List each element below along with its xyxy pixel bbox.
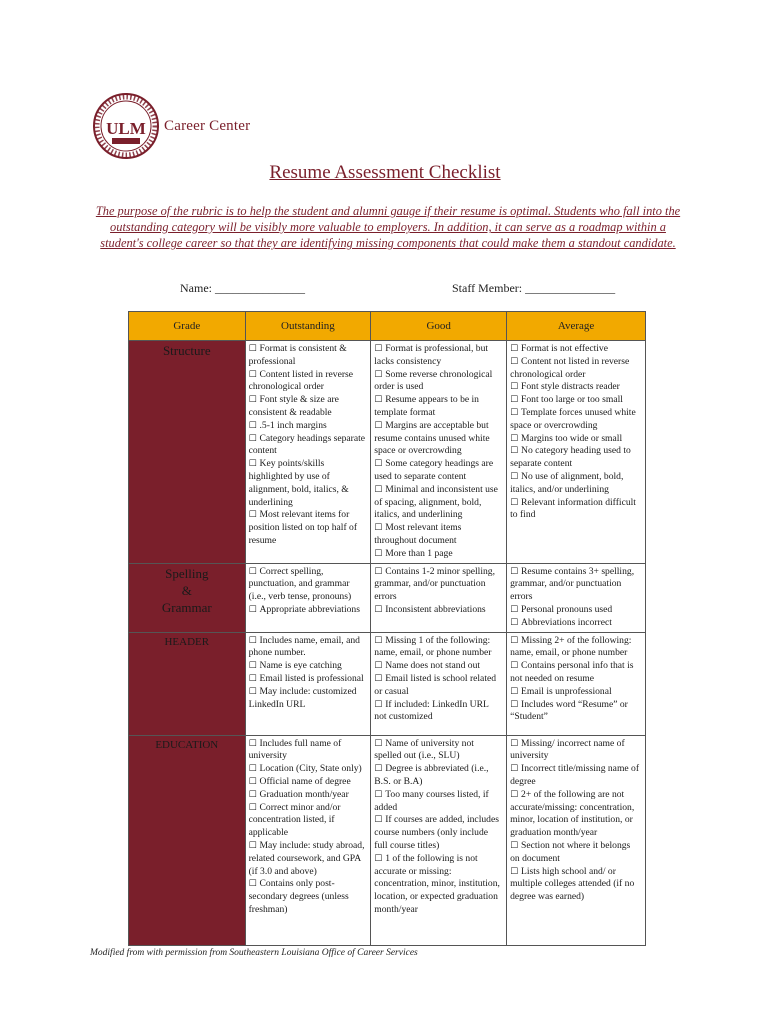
- checkbox-icon[interactable]: ☐: [374, 764, 386, 775]
- criterion-item: [374, 660, 503, 673]
- criterion-text: Margins are acceptable but resume contains unused white space or overcrowding: [374, 419, 490, 457]
- criterion-text: Includes word “Resume” or “Student”: [510, 698, 628, 723]
- criterion-text: Most relevant items for position listed on top half of resume: [248, 509, 358, 546]
- criterion-item: [510, 686, 642, 699]
- footer-credit: Modified from with permission from Southeastern Louisiana Office of Career Services: [90, 948, 418, 958]
- criterion-item: [374, 604, 503, 617]
- criterion-text: Correct spelling, punctuation, and grammar (i.e., verb tense, pronouns): [248, 565, 352, 603]
- criterion-text: Font too large or too small: [521, 394, 623, 406]
- checkbox-icon[interactable]: ☐: [510, 471, 522, 482]
- category-cell: [129, 632, 246, 735]
- criterion-item: [249, 763, 368, 776]
- criterion-text: Minimal and inconsistent use of spacing, alignment, bold, italics, and underlining: [374, 483, 498, 521]
- criterion-text: Most relevant items throughout document: [374, 522, 462, 546]
- criterion-text: 2+ of the following are not accurate/missing: concentration, minor, location of institution, or graduation month/year: [510, 788, 635, 839]
- header-average: Average: [507, 312, 646, 341]
- criterion-text: Missing 1 of the following: name, email, or phone number: [374, 634, 492, 659]
- criterion-item: [374, 420, 503, 458]
- criterion-item: [510, 407, 642, 433]
- criterion-item: [249, 604, 368, 617]
- criterion-text: No category heading used to separate content: [510, 445, 631, 470]
- criterion-item: [374, 548, 503, 561]
- checkbox-icon[interactable]: ☐: [248, 879, 260, 890]
- checkbox-icon[interactable]: ☐: [374, 738, 386, 749]
- checkbox-icon[interactable]: ☐: [248, 420, 260, 431]
- criterion-item: [510, 617, 642, 630]
- criterion-item: [249, 776, 368, 789]
- criterion-text: Name is eye catching: [259, 660, 342, 672]
- checkbox-icon[interactable]: ☐: [374, 369, 386, 380]
- checkbox-icon[interactable]: ☐: [374, 853, 386, 864]
- criterion-item: [374, 853, 503, 917]
- criterion-text: Graduation month/year: [259, 788, 349, 800]
- criterion-item: [249, 458, 368, 509]
- criterion-text: Format is not effective: [521, 343, 608, 354]
- criterion-text: Content listed in reverse chronological order: [248, 368, 354, 393]
- criterion-text: Official name of degree: [259, 775, 351, 787]
- criterion-item: [249, 394, 368, 420]
- header: [92, 92, 492, 168]
- criterion-item: [249, 420, 368, 433]
- criterion-text: Email is unprofessional: [521, 685, 612, 697]
- criteria-cell-average: [507, 632, 646, 735]
- criterion-text: Some category headings are used to separate content: [374, 458, 494, 482]
- criterion-item: [249, 369, 368, 395]
- criterion-text: No use of alignment, bold, italics, and/or underlining: [510, 470, 624, 495]
- checkbox-icon[interactable]: ☐: [374, 395, 386, 406]
- criteria-cell-average: [507, 735, 646, 945]
- criteria-cell-good: [371, 341, 507, 564]
- checkbox-icon[interactable]: ☐: [510, 617, 522, 628]
- criterion-item: [249, 635, 368, 661]
- checkbox-icon[interactable]: ☐: [248, 369, 260, 380]
- header-good: Good: [371, 312, 507, 341]
- checkbox-icon[interactable]: ☐: [510, 840, 522, 851]
- checkbox-icon[interactable]: ☐: [510, 497, 522, 508]
- checkbox-icon[interactable]: ☐: [510, 686, 522, 697]
- checkbox-icon[interactable]: ☐: [510, 635, 522, 646]
- checkbox-icon[interactable]: ☐: [510, 446, 522, 457]
- checkbox-icon[interactable]: ☐: [248, 344, 260, 354]
- criterion-text: Resume appears to be in template format: [374, 394, 479, 418]
- criterion-text: May include: customized LinkedIn URL: [248, 685, 357, 710]
- criterion-item: [510, 356, 642, 382]
- criteria-cell-average: [507, 341, 646, 564]
- criterion-text: Too many courses listed, if added: [374, 788, 489, 813]
- checkbox-icon[interactable]: ☐: [374, 699, 386, 710]
- criterion-item: [249, 566, 368, 604]
- checkbox-icon[interactable]: ☐: [248, 764, 260, 775]
- criterion-text: Name of university not spelled out (i.e., SLU): [374, 737, 474, 762]
- checkbox-icon[interactable]: ☐: [510, 433, 522, 444]
- checkbox-icon[interactable]: ☐: [374, 815, 386, 826]
- svg-text:ULM: ULM: [106, 119, 146, 138]
- criterion-item: [374, 763, 503, 789]
- criterion-text: Missing 2+ of the following: name, email, or phone number: [510, 634, 632, 659]
- criterion-item: [510, 343, 642, 356]
- criterion-item: [510, 604, 642, 617]
- criterion-item: [374, 484, 503, 522]
- criterion-text: Template forces unused white space or overcrowding: [510, 406, 636, 431]
- checkbox-icon[interactable]: ☐: [248, 802, 260, 813]
- brand-name: Career Center: [164, 118, 251, 134]
- checkbox-icon[interactable]: ☐: [248, 738, 260, 749]
- criterion-item: [249, 660, 368, 673]
- criterion-text: More than 1 page: [385, 547, 453, 559]
- checkbox-icon[interactable]: ☐: [248, 459, 260, 470]
- criterion-text: May include: study abroad, related coursework, and GPA (if 3.0 and above): [248, 839, 365, 877]
- criterion-item: [510, 445, 642, 471]
- checkbox-icon[interactable]: ☐: [248, 776, 260, 787]
- table-row: [129, 563, 646, 632]
- criterion-item: [374, 394, 503, 420]
- checkbox-icon[interactable]: ☐: [374, 344, 386, 354]
- checkbox-icon[interactable]: ☐: [374, 604, 386, 615]
- criterion-text: Contains only post-secondary degrees (unless freshman): [248, 878, 349, 915]
- checkbox-icon[interactable]: ☐: [510, 395, 522, 406]
- criterion-text: Section not where it belongs on document: [510, 839, 631, 864]
- criterion-item: [510, 394, 642, 407]
- criterion-text: Email listed is professional: [259, 672, 364, 684]
- checkbox-icon[interactable]: ☐: [374, 635, 386, 646]
- criterion-text: Key points/skills highlighted by use of alignment, bold, italics, & underlining: [248, 458, 349, 508]
- criterion-text: Format is consistent & professional: [248, 343, 347, 367]
- checkbox-icon[interactable]: ☐: [510, 344, 522, 354]
- criterion-text: Margins too wide or small: [521, 432, 623, 444]
- checkbox-icon[interactable]: ☐: [248, 395, 260, 406]
- criteria-cell-outstanding: [245, 735, 371, 945]
- criterion-text: Lists high school and/ or multiple colleges attended (if no degree was earned): [510, 865, 635, 903]
- purpose-statement: The purpose of the rubric is to help the student and alumni gauge if their resume is optimal. Students who fall into the outstanding category will be visibly more valuable to employers. In addition, it can serve as a roadmap within a student's college career so that they are identifying missing components that could make them a standout candidate.: [95, 204, 681, 251]
- criterion-text: Resume contains 3+ spelling, grammar, and/or punctuation errors: [510, 565, 635, 603]
- criterion-item: [249, 840, 368, 878]
- criteria-cell-average: [507, 563, 646, 632]
- criterion-item: [510, 497, 642, 523]
- criterion-item: [374, 635, 503, 661]
- criteria-cell-outstanding: [245, 341, 371, 564]
- category-label-line: &: [181, 582, 192, 598]
- criterion-text: Personal pronouns used: [521, 603, 613, 615]
- checkbox-icon[interactable]: ☐: [248, 433, 260, 444]
- criteria-cell-good: [371, 632, 507, 735]
- criterion-text: Font style & size are consistent & readable: [248, 394, 339, 418]
- criterion-item: [510, 840, 642, 866]
- table-header-row: [129, 312, 646, 341]
- checkbox-icon[interactable]: ☐: [374, 459, 386, 470]
- criterion-item: [374, 699, 503, 725]
- checkbox-icon[interactable]: ☐: [510, 738, 522, 749]
- checkbox-icon[interactable]: ☐: [510, 382, 522, 393]
- table-row: [129, 341, 646, 564]
- criterion-text: 1 of the following is not accurate or missing: concentration, minor, institution, location, or expected graduation month/year: [374, 852, 500, 915]
- criterion-text: Font style distracts reader: [521, 381, 620, 393]
- criterion-item: [249, 789, 368, 802]
- page-title: Resume Assessment Checklist: [269, 162, 501, 183]
- checkbox-icon[interactable]: ☐: [510, 789, 522, 800]
- criterion-text: Incorrect title/missing name of degree: [510, 763, 640, 787]
- checkbox-icon[interactable]: ☐: [248, 686, 260, 697]
- category-label-line: Spelling: [165, 565, 209, 581]
- criterion-text: Contains 1-2 minor spelling, grammar, and/or punctuation errors: [374, 565, 495, 603]
- criterion-text: Location (City, State only): [259, 763, 362, 775]
- category-label: Structure: [162, 343, 211, 358]
- checkbox-icon[interactable]: ☐: [248, 635, 260, 646]
- criterion-item: [374, 814, 503, 852]
- criterion-text: Content not listed in reverse chronological order: [510, 355, 630, 380]
- criterion-text: Includes full name of university: [248, 737, 342, 762]
- criterion-text: Inconsistent abbreviations: [385, 603, 486, 615]
- checkbox-icon[interactable]: ☐: [510, 604, 522, 615]
- criterion-text: Relevant information difficult to find: [510, 496, 636, 521]
- category-label: EDUCATION: [155, 738, 219, 751]
- checkbox-icon[interactable]: ☐: [248, 661, 260, 672]
- checkbox-icon[interactable]: ☐: [510, 566, 522, 577]
- criterion-text: Name does not stand out: [385, 660, 481, 672]
- criterion-text: Email listed is school related or casual: [374, 672, 497, 697]
- criterion-item: [510, 381, 642, 394]
- staff-member-field-label: Staff Member: _______________: [452, 281, 616, 295]
- criterion-text: If courses are added, includes course numbers (only include full course titles): [374, 814, 499, 851]
- criteria-cell-good: [371, 563, 507, 632]
- criterion-item: [249, 343, 368, 369]
- checkbox-icon[interactable]: ☐: [510, 699, 522, 710]
- criterion-text: Contains personal info that is not needed on resume: [510, 660, 634, 684]
- criterion-item: [510, 866, 642, 904]
- ulm-seal-logo: [92, 92, 160, 160]
- checkbox-icon[interactable]: ☐: [510, 356, 522, 367]
- category-label: HEADER: [164, 635, 210, 648]
- name-field-label: Name: _______________: [180, 281, 305, 295]
- criterion-text: If included: LinkedIn URL not customized: [374, 698, 489, 723]
- criterion-text: Correct minor and/or concentration listed, if applicable: [248, 801, 341, 839]
- criterion-item: [510, 699, 642, 725]
- checkbox-icon[interactable]: ☐: [248, 840, 260, 851]
- criterion-item: [249, 802, 368, 840]
- criterion-item: [374, 458, 503, 484]
- checkbox-icon[interactable]: ☐: [374, 523, 386, 534]
- criterion-item: [374, 522, 503, 548]
- checkbox-icon[interactable]: ☐: [510, 407, 522, 418]
- category-cell: [129, 563, 246, 632]
- checkbox-icon[interactable]: ☐: [374, 566, 386, 577]
- checkbox-icon[interactable]: ☐: [374, 484, 386, 495]
- criteria-cell-good: [371, 735, 507, 945]
- checkbox-icon[interactable]: ☐: [248, 673, 260, 684]
- table-row: [129, 632, 646, 735]
- criterion-item: [510, 660, 642, 686]
- table-row: [129, 735, 646, 945]
- criterion-item: [510, 433, 642, 446]
- criterion-text: Missing/ incorrect name of university: [510, 737, 625, 762]
- criterion-item: [249, 509, 368, 547]
- criteria-cell-outstanding: [245, 632, 371, 735]
- criterion-item: [249, 686, 368, 712]
- criterion-item: [249, 738, 368, 764]
- checkbox-icon[interactable]: ☐: [374, 661, 386, 672]
- criterion-text: Format is professional, but lacks consistency: [374, 343, 489, 367]
- header-grade: Grade: [129, 312, 246, 341]
- criterion-item: [510, 789, 642, 840]
- criterion-text: .5-1 inch margins: [259, 419, 327, 431]
- criterion-text: Abbreviations incorrect: [521, 616, 612, 628]
- checkbox-icon[interactable]: ☐: [248, 604, 260, 615]
- criterion-text: Degree is abbreviated (i.e., B.S. or B.A): [374, 763, 489, 787]
- criterion-item: [249, 878, 368, 916]
- checkbox-icon[interactable]: ☐: [374, 789, 386, 800]
- header-outstanding: Outstanding: [245, 312, 371, 341]
- criterion-item: [510, 635, 642, 661]
- checkbox-icon[interactable]: ☐: [248, 789, 260, 800]
- checkbox-icon[interactable]: ☐: [510, 661, 522, 672]
- criterion-item: [510, 763, 642, 789]
- criterion-item: [374, 566, 503, 604]
- criterion-item: [510, 566, 642, 604]
- criterion-item: [374, 673, 503, 699]
- category-cell: [129, 735, 246, 945]
- criterion-text: Some reverse chronological order is used: [374, 368, 493, 393]
- checkbox-icon[interactable]: ☐: [374, 548, 386, 559]
- category-label-line: Grammar: [161, 599, 212, 615]
- criterion-item: [249, 433, 368, 459]
- criterion-item: [374, 369, 503, 395]
- criterion-text: Appropriate abbreviations: [259, 603, 360, 615]
- criterion-item: [374, 738, 503, 764]
- criterion-item: [374, 789, 503, 815]
- checkbox-icon[interactable]: ☐: [248, 510, 260, 521]
- criterion-text: Includes name, email, and phone number.: [248, 634, 360, 659]
- checkbox-icon[interactable]: ☐: [248, 566, 260, 577]
- criterion-item: [249, 673, 368, 686]
- criterion-item: [510, 738, 642, 764]
- criteria-cell-outstanding: [245, 563, 371, 632]
- checkbox-icon[interactable]: ☐: [510, 866, 522, 877]
- checkbox-icon[interactable]: ☐: [374, 420, 386, 431]
- category-cell: [129, 341, 246, 564]
- criterion-item: [374, 343, 503, 369]
- checkbox-icon[interactable]: ☐: [510, 764, 522, 775]
- rubric-table: [128, 311, 646, 946]
- criterion-text: Category headings separate content: [248, 432, 366, 457]
- checkbox-icon[interactable]: ☐: [374, 673, 386, 684]
- criterion-item: [510, 471, 642, 497]
